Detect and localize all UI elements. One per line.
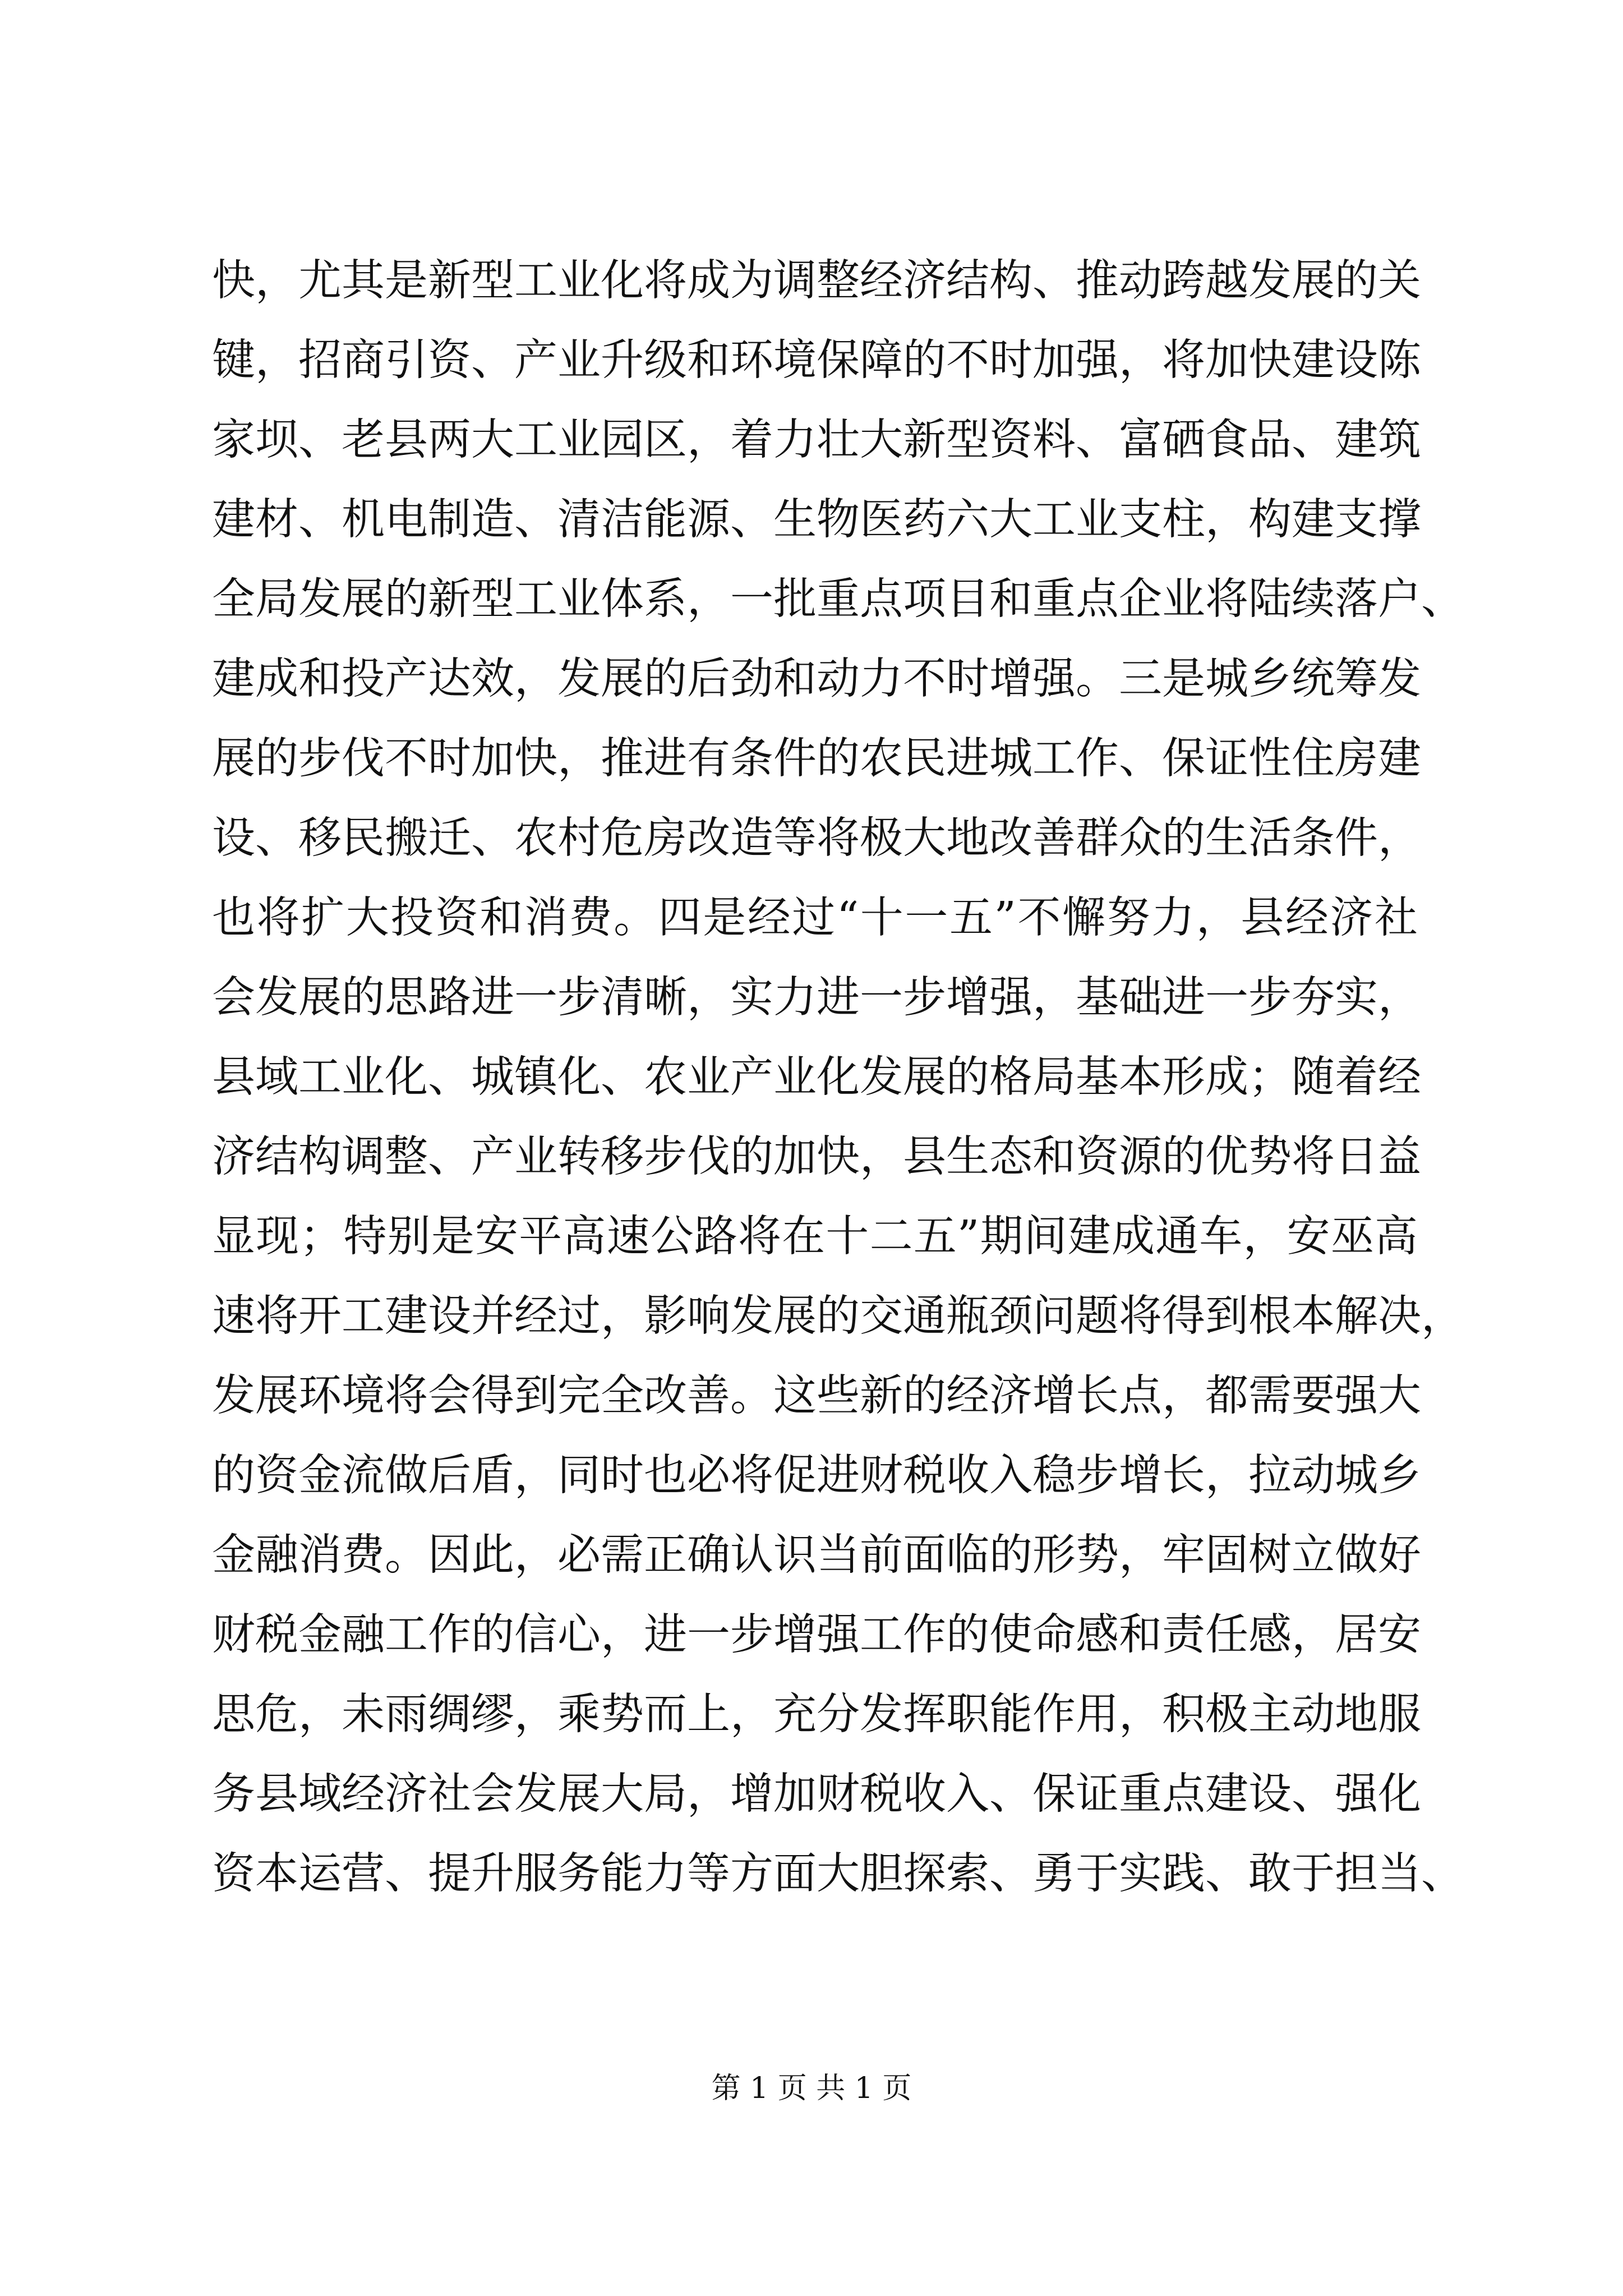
text-line: 会发展的思路进一步清晰，实力进一步增强，基础进一步夯实， [212, 973, 1421, 1023]
text-line: 济结构调整、产业转移步伐的加快，县生态和资源的优势将日益 [212, 1132, 1421, 1182]
text-line: 务县域经济社会发展大局，增加财税收入、保证重点建设、强化 [212, 1769, 1421, 1819]
text-line: 展的步伐不时加快，推进有条件的农民进城工作、保证性住房建 [212, 734, 1421, 784]
text-line: 资本运营、提升服务能力等方面大胆探索、勇于实践、敢于担当、 [212, 1849, 1464, 1899]
text-line: 的资金流做后盾，同时也必将促进财税收入稳步增长，拉动城乡 [212, 1451, 1421, 1501]
text-line: 县域工业化、城镇化、农业产业化发展的格局基本形成；随着经 [212, 1052, 1421, 1102]
text-line: 家坝、老县两大工业园区，着力壮大新型资料、富硒食品、建筑 [212, 415, 1421, 465]
text-line: 建成和投产达效，发展的后劲和动力不时增强。三是城乡统筹发 [212, 654, 1421, 704]
page-number-footer: 第 1 页 共 1 页 [711, 2072, 912, 2105]
text-line: 金融消费。因此，必需正确认识当前面临的形势，牢固树立做好 [212, 1530, 1421, 1580]
text-line: 也将扩大投资和消费。四是经过“十一五”不懈努力，县经济社 [212, 893, 1418, 943]
text-line: 显现；特别是安平高速公路将在十二五”期间建成通车，安巫高 [212, 1212, 1418, 1262]
body-paragraph [212, 241, 1464, 1914]
text-line: 思危，未雨绸缪，乘势而上，充分发挥职能作用，积极主动地服 [212, 1690, 1421, 1740]
text-line: 键，招商引资、产业升级和环境保障的不时加强，将加快建设陈 [212, 335, 1421, 385]
text-line: 快，尤其是新型工业化将成为调整经济结构、推动跨越发展的关 [212, 256, 1421, 306]
text-line: 建材、机电制造、清洁能源、生物医药六大工业支柱，构建支撑 [212, 495, 1421, 545]
text-line: 全局发展的新型工业体系，一批重点项目和重点企业将陆续落户、 [212, 574, 1464, 624]
text-line: 财税金融工作的信心，进一步增强工作的使命感和责任感，居安 [212, 1610, 1421, 1660]
text-line: 发展环境将会得到完全改善。这些新的经济增长点，都需要强大 [212, 1371, 1421, 1421]
text-line: 速将开工建设并经过，影响发展的交通瓶颈问题将得到根本解决， [212, 1291, 1464, 1341]
text-line: 设、移民搬迁、农村危房改造等将极大地改善群众的生活条件， [212, 813, 1421, 863]
